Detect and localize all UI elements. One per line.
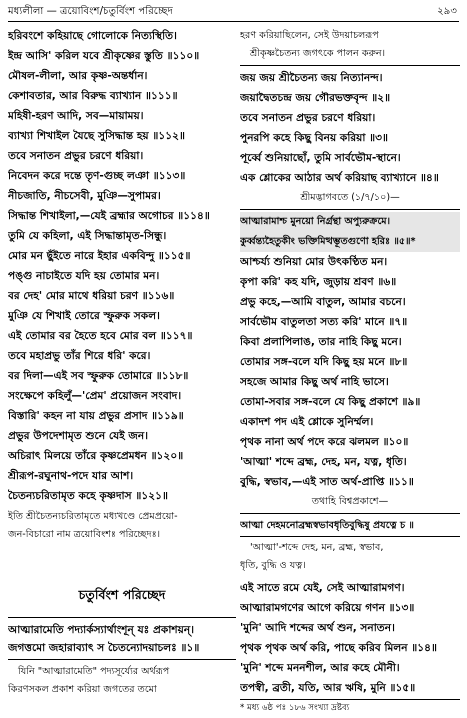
verse-line: এই তোমার বর হৈতে হবে মোর বল ॥১১৭॥ <box>8 330 193 342</box>
verse-line: নীচজাতি, নীচসেবী, মুঞি—সুপামর। <box>8 190 161 202</box>
verse-line: বর দিলা—এই সব স্ফুরুক তোমারে ॥১১৮॥ <box>8 370 189 382</box>
divider <box>240 536 460 537</box>
verse-line: এক শ্লোকের আঠার অর্থ করিয়াছ ব্যাখ্যানে ॥৪॥ <box>240 172 439 184</box>
verse-line: সিদ্ধান্ত শিখাইলা,—যেই ব্রহ্মার অগোচর ॥১১৪॥ <box>8 210 210 222</box>
verse-line: তবে সনাতন প্রভুর চরণে ধরিয়া। <box>8 150 144 162</box>
divider <box>240 513 460 514</box>
divider <box>8 617 236 618</box>
verse-line: আত্মারামগণের আগে করিয়ে গণন ॥১৩॥ <box>240 602 415 614</box>
verse-line: তবে মহাপ্রভু তাঁর শিরে ধরি' করে। <box>8 350 151 362</box>
prose-line: শ্রীকৃষ্ণচৈতন্য জগৎকে পালন করুন। <box>250 48 386 59</box>
verse-line: তুমি যে কহিলা, এই সিদ্ধান্তামৃত-সিন্ধু। <box>8 230 167 242</box>
citation: শ্রীমদ্ভাগবতে (১/৭/১০)— <box>300 192 400 203</box>
verse-line: ব্যাখ্যা শিখাইল যৈছে সুসিদ্ধান্ত হয় ॥১১২॥ <box>8 130 185 142</box>
verse-line: প্রভু কহে,—আমি বাতুল, আমার বচনে। <box>240 296 406 308</box>
verse-line: বুদ্ধি, স্বভাব,—এই সাত অর্থ-প্রাপ্তি ॥১১॥ <box>240 476 414 488</box>
prose-line: ধৃতি, বুদ্ধি ও যত্ন। <box>240 560 306 571</box>
verse-line: প্রভুর উপদেশামৃত শুনে যেই জন। <box>8 430 149 442</box>
sanskrit-verse-line: জগত্তমো জহারাব্যাৎ স চৈতন্যোদয়াচলঃ ॥১॥ <box>8 642 200 654</box>
verse-line: জয়াদ্বৈতচন্দ্র জয় গৌরভক্তবৃন্দ ॥২॥ <box>240 92 391 104</box>
verse-line: তপস্বী, ব্রতী, যতি, আর ঋষি, মুনি ॥১৫॥ <box>240 682 416 694</box>
chapter-heading: চতুর্বিংশ পরিচ্ছেদ <box>78 587 166 602</box>
divider <box>240 209 460 210</box>
verse-line: সহজে আমার কিছু অর্থ নাহি ভাসে। <box>240 376 389 388</box>
sanskrit-verse-line: আত্মা দেহমনোব্রহ্মস্বভাবধৃতিবুদ্ধিষু প্রযত্নে চ ॥ <box>240 520 414 531</box>
verse-line: সংক্ষেপে কহিলুঁ—'প্রেম' প্রয়োজন সংবাদ। <box>8 390 182 402</box>
verse-line: পৃথক নানা অর্থ পদে করে ঝলমল ॥১০॥ <box>240 436 409 448</box>
verse-line: অচিরাৎ মিলয়ে তাঁরে কৃষ্ণপ্রেমধন ॥১২০॥ <box>8 450 184 462</box>
verse-line: পৃথক পৃথক অর্থ করি, পাছে করিব মিলন ॥১৪॥ <box>240 642 438 654</box>
verse-line: মোর মন ছুঁইতে নারে ইহার একবিন্দু ॥১১৫॥ <box>8 250 191 262</box>
verse-line: ইন্দ্র আসি' করিল যবে শ্রীকৃষ্ণের স্তুতি ॥১১০॥ <box>8 50 200 62</box>
divider <box>240 65 460 66</box>
verse-line: মহিষী-হরণ আদি, সব—মায়াময়। <box>8 110 144 122</box>
verse-line: মৌষল-লীলা, আর কৃষ্ণ-অন্তর্ধান। <box>8 70 148 82</box>
verse-line: কিবা প্রলাপিলাঙ, তার নাহি কিছু মনে। <box>240 336 402 348</box>
verse-line: মুঞি যে শিখাই তোরে স্ফুরুক সকল। <box>8 310 160 322</box>
prose-line: যিনি "আত্মারামেতি" পদ্যসূর্য্যের অর্থরূপ <box>18 666 170 677</box>
footnote: * মধ্য ৬ষ্ঠ পঃ ১৮৬ সংখ্যা দ্রষ্টব্য <box>240 703 350 713</box>
verse-line: তোমা-সবার সঙ্গ-বলে যে কিছু প্রকাশে ॥৯॥ <box>240 396 421 408</box>
verse-line: আশ্চর্য্য শুনিয়া মোর উৎকণ্ঠিত মন। <box>240 256 388 268</box>
verse-line: চৈতন্যচরিতামৃত কহে কৃষ্ণদাস ॥১২১॥ <box>8 490 168 502</box>
verse-line: পুনরপি কহে কিছু বিনয় করিয়া ॥৩॥ <box>240 132 389 144</box>
verse-line: কৃপা করি' কহ যদি, জুড়ায় শ্রবণ ॥৬॥ <box>240 276 397 288</box>
prose-line: 'আত্মা'-শব্দে দেহ, মন, ব্রহ্ম, স্বভাব, <box>250 542 384 553</box>
running-title: মধ্যলীলা — ত্রয়োবিংশ/চতুর্বিংশ পরিচ্ছেদ <box>8 6 173 17</box>
divider <box>8 659 236 660</box>
prose-line: হরণ করিয়াছিলেন, সেই উদয়াচলরূপ <box>240 30 379 41</box>
verse-line: শ্রীরূপ-রঘুনাথ-পদে যার আশ। <box>8 470 134 482</box>
verse-line: সার্বভৌম বাতুলতা সত্য করি' মানে ॥৭॥ <box>240 316 408 328</box>
prose-line: কিরণসকল প্রকাশ করিয়া জগতের তমো <box>8 684 157 695</box>
sanskrit-verse-line: আত্মারামেতি পদ্যার্কস্যার্থাংশূন্ যঃ প্রকাশয়ন্। <box>8 624 195 636</box>
verse-line: বিস্তারি' কহন না যায় প্রভুর প্রসাদ ॥১১৯॥ <box>8 410 184 422</box>
verse-line: পঙ্গু নাচাইতে যদি হয় তোমার মন। <box>8 270 160 282</box>
colophon-line: ইতি শ্রীচৈতন্যচরিতামৃতে মধ্যখণ্ডে প্রেমপ্রয়ো- <box>8 511 178 522</box>
verse-line: 'আত্মা' শব্দে ব্রহ্ম, দেহ, মন, যত্ন, ধৃতি। <box>240 456 407 468</box>
verse-line: একাদশ পদ এই শ্লোকে সুনির্ম্মল। <box>240 416 374 428</box>
verse-line: বর দেহ' মোর মাথে ধরিয়া চরণ ॥১১৬॥ <box>8 290 175 302</box>
running-header <box>8 3 459 22</box>
page-number: ২৯৩ <box>437 6 457 17</box>
verse-line: তবে সনাতন প্রভুর চরণে ধরিয়া। <box>240 112 376 124</box>
citation: তথাহি বিশ্বপ্রকাশে— <box>311 496 389 507</box>
verse-line: এই সাতে রমে যেই, সেই আত্মারামগণ। <box>240 582 405 594</box>
verse-line: হরিবংশে কহিয়াছে গোলোকে নিত্যস্থিতি। <box>8 30 177 42</box>
verse-line: নিবেদন করে দন্তে তৃণ-গুচ্ছ লঞা ॥১১৩॥ <box>8 170 186 182</box>
verse-line: তোমার সঙ্গ-বলে যদি কিছু হয় মনে ॥৮॥ <box>240 356 408 368</box>
verse-line: 'মুনি' শব্দে মননশীল, আর কহে মৌনী। <box>240 662 400 674</box>
colophon-line: জন-বিচারো নাম ত্রয়োবিংশঃ পরিচ্ছেদঃ। <box>8 529 161 540</box>
verse-line: কেশাবতার, আর বিরুদ্ধ ব্যাখ্যান ॥১১১॥ <box>8 90 178 102</box>
verse-line: 'মুনি' আদি শব্দের অর্থ শুন, সনাতন। <box>240 622 395 634</box>
verse-line: জয় জয় শ্রীচৈতন্য জয় নিত্যানন্দ। <box>240 72 383 84</box>
sanskrit-verse-line: কুর্ব্বন্ত্যহৈতুকীং ভক্তিমিত্থম্ভূতগুণো হরিঃ ॥৫॥* <box>240 232 460 252</box>
sanskrit-verse-line: আত্মারামাশ্চ মুনয়ো নির্গ্রন্থা অপ্যুরুক্রমে। <box>240 212 460 232</box>
verse-line: পূর্ব্বে শুনিয়াছোঁ, তুমি সার্বভৌম-স্থানে। <box>240 152 401 164</box>
